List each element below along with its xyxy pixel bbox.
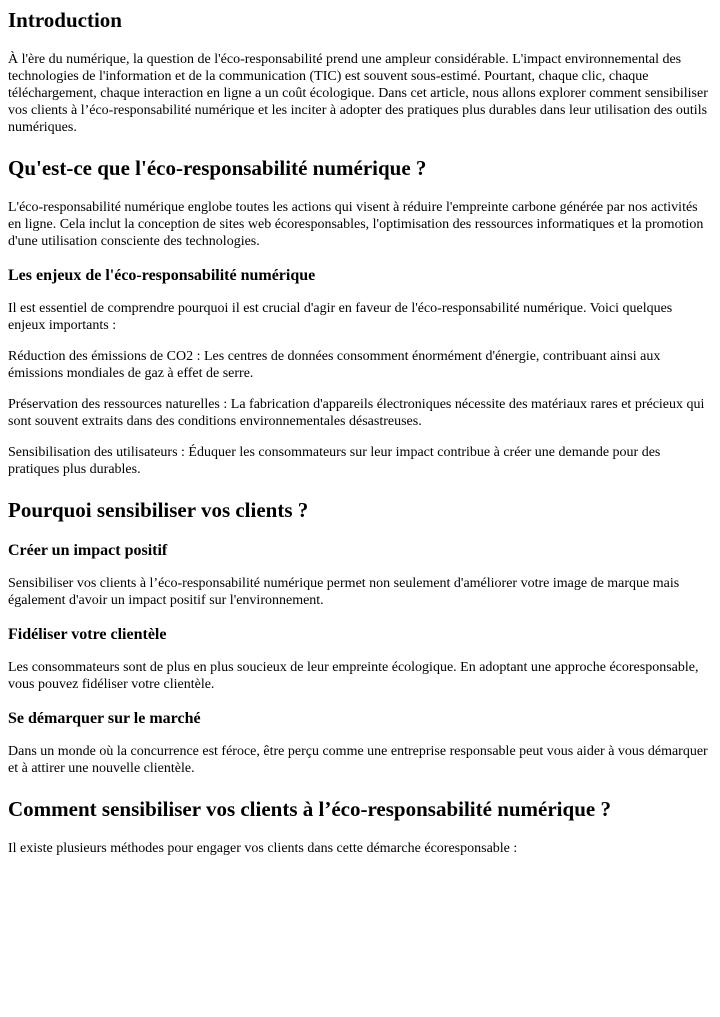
paragraph-methods-intro: Il existe plusieurs méthodes pour engager vos clients dans cette démarche écoresponsable : [8,841,518,856]
heading-why-raise-awareness: Pourquoi sensibiliser vos clients ? [8,498,309,522]
subheading-positive-impact: Créer un impact positif [8,542,168,559]
paragraph-resource-preservation: Préservation des ressources naturelles : La fabrication d'appareils électroniques nécessite des matériaux rares et précieux qui sont souvent extraits dans des conditions environnementales désastreuses. [8,397,705,429]
heading-what-is-eco-responsibility: Qu'est-ce que l'éco-responsabilité numérique ? [8,156,427,180]
subheading-stand-out: Se démarquer sur le marché [8,710,201,727]
paragraph-user-awareness: Sensibilisation des utilisateurs : Éduquer les consommateurs sur leur impact contribue à créer une demande pour des pratiques plus durables. [8,445,661,477]
paragraph-positive-impact: Sensibiliser vos clients à l’éco-responsabilité numérique permet non seulement d'améliorer votre image de marque mais également d'avoir un impact positif sur l'environnement. [8,576,680,608]
heading-how-to-raise-awareness: Comment sensibiliser vos clients à l’éco-responsabilité numérique ? [8,797,611,821]
paragraph-definition: L'éco-responsabilité numérique englobe toutes les actions qui visent à réduire l'empreinte carbone générée par nos activités en ligne. Cela inclut la conception de sites web écoresponsables, l'optimisation des ressources informatiques et la promotion d'une utilisation consciente des technologies. [8,200,704,249]
paragraph-introduction: À l'ère du numérique, la question de l'éco-responsabilité prend une ampleur considérable. L'impact environnemental des technologies de l'information et de la communication (TIC) est souvent sous-estimé. Pourtant, chaque clic, chaque téléchargement, chaque interaction en ligne a un coût écologique. Dans cet article, nous allons explorer comment sensibiliser vos clients à l’éco-responsabilité numérique et les inciter à adopter des pratiques plus durables dans leur utilisation des outils numériques. [8,52,708,135]
paragraph-co2-reduction: Réduction des émissions de CO2 : Les centres de données consomment énormément d'énergie, contribuant ainsi aux émissions mondiales de gaz à effet de serre. [8,349,661,381]
subheading-stakes: Les enjeux de l'éco-responsabilité numérique [8,267,316,284]
heading-introduction: Introduction [8,8,122,32]
subheading-customer-loyalty: Fidéliser votre clientèle [8,626,167,643]
paragraph-stand-out: Dans un monde où la concurrence est féroce, être perçu comme une entreprise responsable peut vous aider à vous démarquer et à attirer une nouvelle clientèle. [8,744,708,776]
paragraph-customer-loyalty: Les consommateurs sont de plus en plus soucieux de leur empreinte écologique. En adoptant une approche écoresponsable, vous pouvez fidéliser votre clientèle. [8,660,699,692]
paragraph-stakes-intro: Il est essentiel de comprendre pourquoi il est crucial d'agir en faveur de l'éco-responsabilité numérique. Voici quelques enjeux importants : [8,301,673,333]
